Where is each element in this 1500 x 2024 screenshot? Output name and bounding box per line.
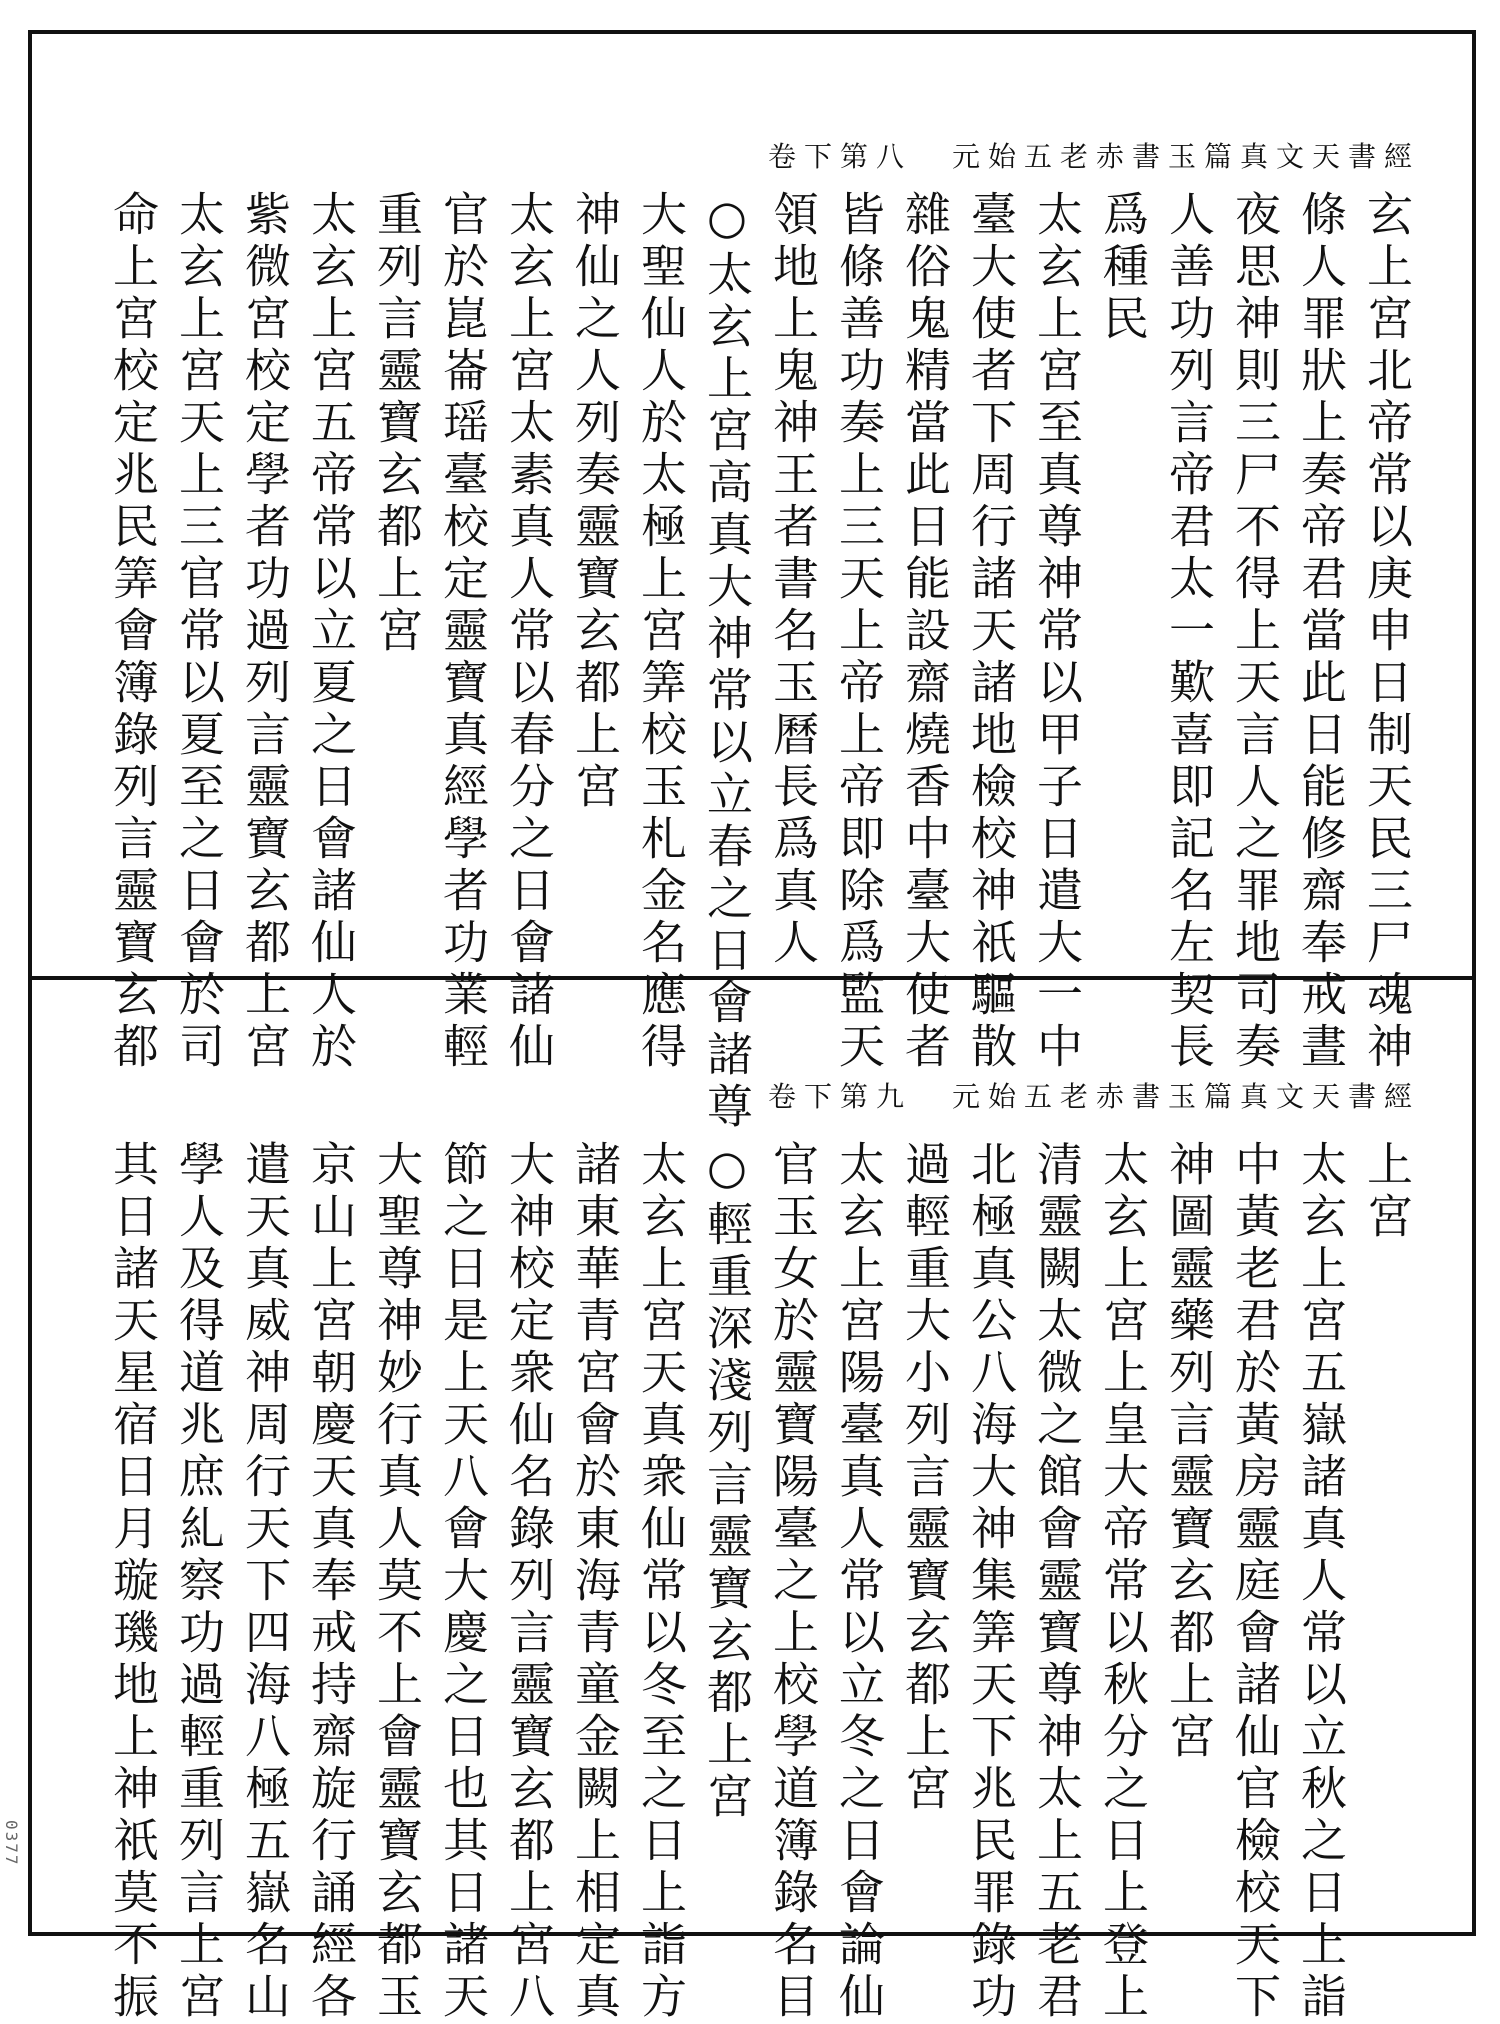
top-book-title: 元始五老赤書玉篇真文天書經 <box>951 140 1420 173</box>
text-column: ○輕重深淺列言靈寶玄都上宮 <box>700 1140 754 1824</box>
text-column: 大聖仙人於太極上宮筭校玉札金名應得 <box>634 190 688 1074</box>
text-column: 太玄上宮五嶽諸真人常以立秋之日上詣 <box>1294 1140 1348 2024</box>
top-fascicle-label: 卷下第八 <box>767 140 912 173</box>
top-page-header <box>420 130 1420 180</box>
bottom-page-header <box>420 1070 1420 1120</box>
text-column: 重列言靈寶玄都上宮 <box>370 190 424 658</box>
bottom-fascicle-label: 卷下第九 <box>767 1080 912 1113</box>
bottom-text-block <box>90 1140 1420 2024</box>
text-column: 太玄上宮天上三官常以夏至之日會於司 <box>172 190 226 1074</box>
text-column: 其日諸天星宿日月璇璣地上神祇莫不振 <box>106 1140 160 2024</box>
text-column: 雜俗鬼精當此日能設齋燒香中臺大使者 <box>898 190 952 1074</box>
text-column: 太玄上宮陽臺真人常以立冬之日會論仙 <box>832 1140 886 2024</box>
text-column: 神圖靈藥列言靈寶玄都上宮 <box>1162 1140 1216 1764</box>
text-column: 夜思神則三尸不得上天言人之罪地司奏 <box>1228 190 1282 1074</box>
text-column: 玄上宮北帝常以庚申日制天民三尸魂神 <box>1360 190 1414 1074</box>
text-column: 官於崑崙瑶臺校定靈寶真經學者功業輕 <box>436 190 490 1074</box>
bottom-page <box>60 1040 1440 2024</box>
bottom-book-title: 元始五老赤書玉篇真文天書經 <box>951 1080 1420 1113</box>
page-number: 0377 <box>2 1820 21 1867</box>
text-column: 遣天真威神周行天下四海八極五嶽名山 <box>238 1140 292 2024</box>
text-column: 節之日是上天八會大慶之日也其日諸天 <box>436 1140 490 2024</box>
text-column: 過輕重大小列言靈寶玄都上宮 <box>898 1140 952 1816</box>
text-column: 諸東華青宮會於東海青童金闕上相定真 <box>568 1140 622 2024</box>
text-column: 官玉女於靈寶陽臺之上校學道簿錄名目 <box>766 1140 820 2024</box>
text-column: 臺大使者下周行諸天諸地檢校神祇驅散 <box>964 190 1018 1074</box>
text-column: 爲種民 <box>1096 190 1150 346</box>
text-column: 京山上宮朝慶天真奉戒持齋旋行誦經各 <box>304 1140 358 2024</box>
text-column: ○太玄上宮高真大神常以立春之日會諸尊 <box>700 190 754 1134</box>
text-column: 皆條善功奏上三天上帝上帝即除爲監天 <box>832 190 886 1074</box>
text-column: 太玄上宮至真尊神常以甲子日遣大一中 <box>1030 190 1084 1074</box>
text-column: 大聖尊神妙行真人莫不上會靈寶玄都玉 <box>370 1140 424 2024</box>
text-column: 太玄上宮五帝常以立夏之日會諸仙人於 <box>304 190 358 1074</box>
text-column: 條人罪狀上奏帝君當此日能修齋奉戒晝 <box>1294 190 1348 1074</box>
text-column: 太玄上宮上皇大帝常以秋分之日上登上 <box>1096 1140 1150 2024</box>
text-column: 命上宮校定兆民筭會簿錄列言靈寶玄都 <box>106 190 160 1074</box>
text-column: 中黃老君於黃房靈庭會諸仙官檢校天下 <box>1228 1140 1282 2024</box>
text-column: 北極真公八海大神集筭天下兆民罪錄功 <box>964 1140 1018 2024</box>
text-column: 紫微宮校定學者功過列言靈寶玄都上宮 <box>238 190 292 1074</box>
text-column: 太玄上宮太素真人常以春分之日會諸仙 <box>502 190 556 1074</box>
text-column: 學人及得道兆庶糺察功過輕重列言上宮 <box>172 1140 226 2024</box>
text-column: 神仙之人列奏靈寶玄都上宮 <box>568 190 622 814</box>
text-column: 人善功列言帝君太一歎喜即記名左契長 <box>1162 190 1216 1074</box>
text-column: 大神校定衆仙名錄列言靈寶玄都上宮八 <box>502 1140 556 2024</box>
text-column: 清靈闕太微之館會靈寶尊神太上五老君 <box>1030 1140 1084 2024</box>
text-column: 上宮 <box>1360 1140 1414 1244</box>
text-column: 領地上鬼神王者書名玉曆長爲真人 <box>766 190 820 970</box>
text-column: 太玄上宮天真衆仙常以冬至之日上詣方 <box>634 1140 688 2024</box>
